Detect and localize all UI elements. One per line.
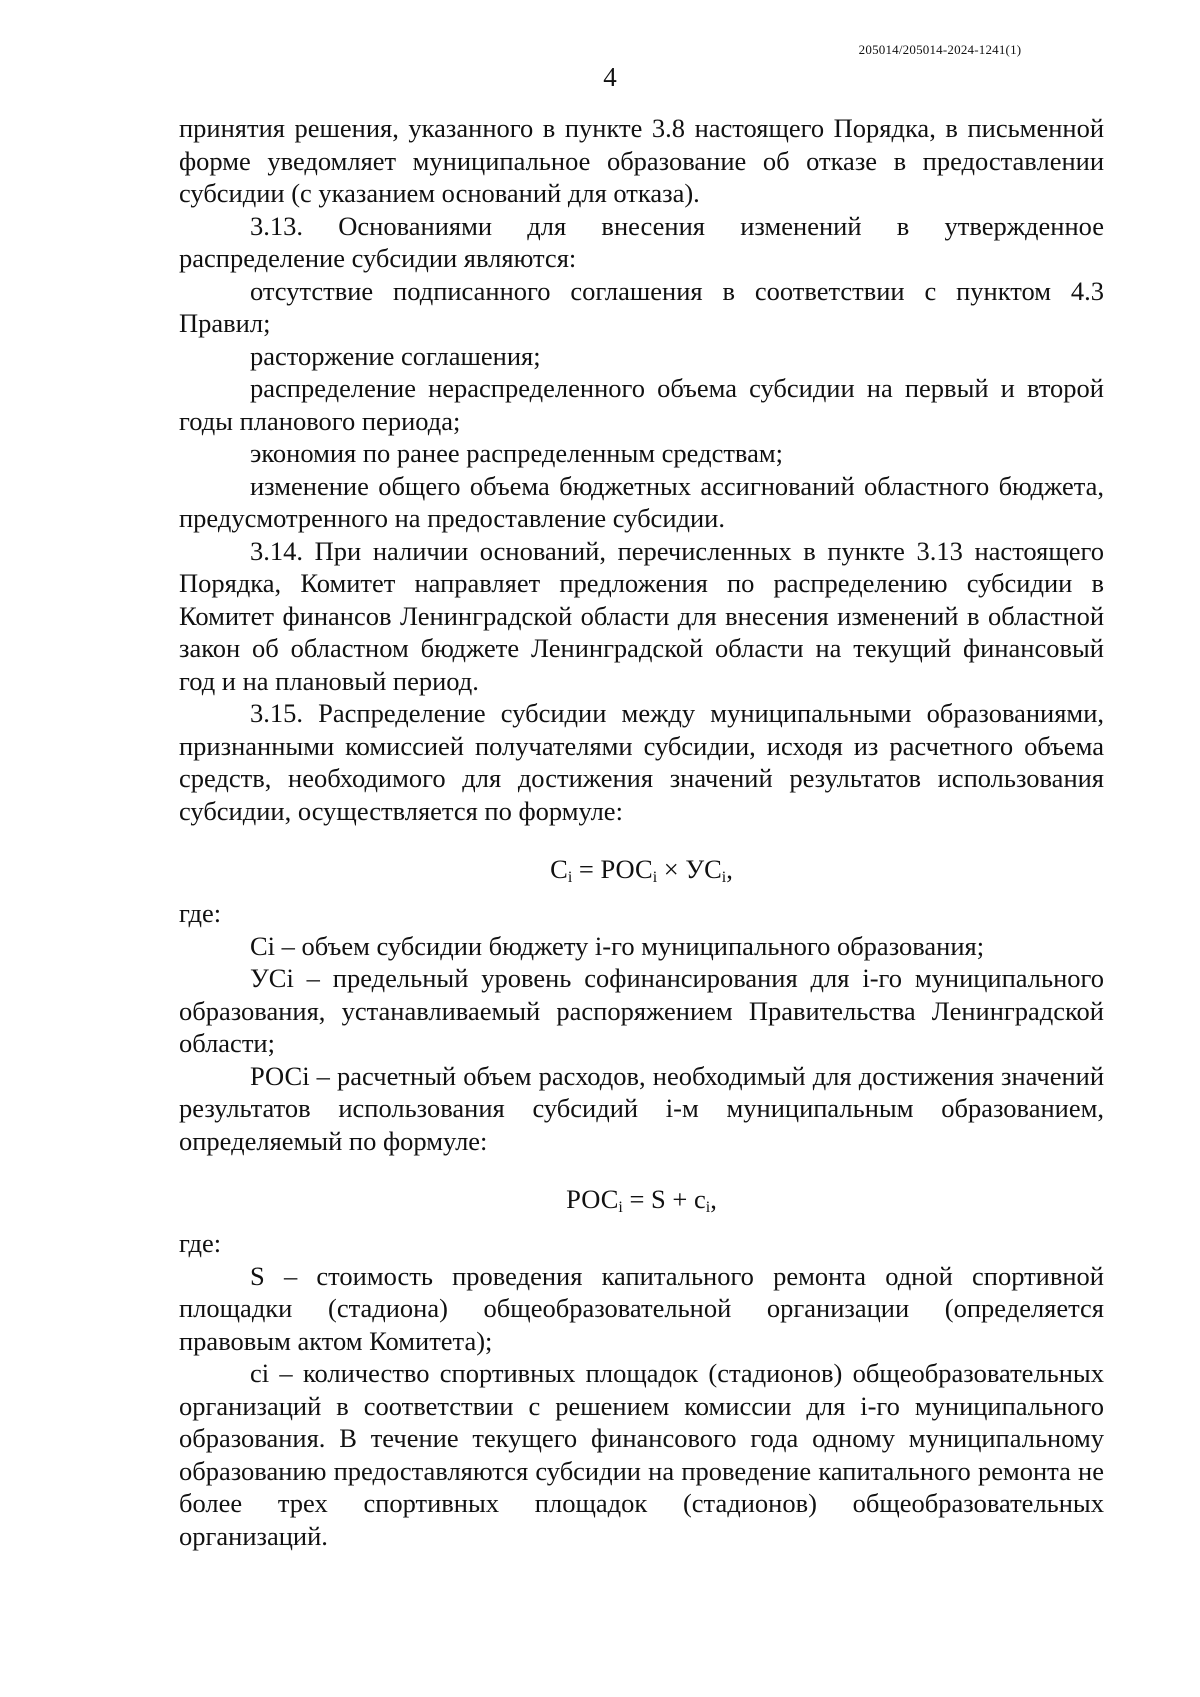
document-id: 205014/205014-2024-1241(1) [858,42,1022,57]
list-item-basis-3: распределение нераспределенного объема субсидии на первый и второй годы планового периода; [179,373,1104,436]
paragraph-3-13: 3.13. Основаниями для внесения изменений в утвержденное распределение субсидии являются: [179,210,1104,273]
formula-2-lhs: РОС [566,1184,619,1214]
where-label-1: где: [179,898,222,928]
paragraph-3-14: 3.14. При наличии оснований, перечисленных в пункте 3.13 настоящего Порядка, Комитет направляет предложения по распределению субсидии в Комитет финансов Ленинградской области для внесения изменений в областной закон об областном бюджете Ленинградской области на текущий финансовый год и на плановый период. [179,535,1104,696]
definition-s: S – стоимость проведения капитального ремонта одной спортивной площадки (стадиона) общеобразовательной организации (определяется правовым актом Комитета); [179,1260,1104,1356]
page-number: 4 [603,62,617,92]
formula-2-op: + [665,1184,694,1214]
definition-ci-count: ci – количество спортивных площадок (стадионов) общеобразовательных организаций в соответствии с решением комиссии для i-го муниципального образования. В течение текущего финансового года одному муниципальному образованию предоставляются субсидии на проведение капитального ремонта не более трех спортивных площадок (стадионов) общеобразовательных организаций. [179,1358,1104,1551]
formula-1-op: × [657,854,686,884]
formula-2-lhs-sub: i [618,1199,623,1216]
formula-1-term-a: РОС [600,854,653,884]
list-item-basis-4: экономия по ранее распределенным средствам; [250,438,783,468]
list-item-basis-2: расторжение соглашения; [250,340,541,371]
formula-2-term-b-sub: i [705,1199,711,1216]
formula-expenses [179,1171,1104,1227]
formula-1-lhs-sub: i [567,869,573,886]
list-item-basis-5: изменение общего объема бюджетных ассигнований областного бюджета, предусмотренного на предоставление субсидии. [179,470,1104,533]
definition-rosi: РОСi – расчетный объем расходов, необходимый для достижения значений результатов использования субсидий i-м муниципальным образованием, определяемый по формуле: [179,1060,1104,1156]
formula-1-eq: = [572,854,601,884]
formula-1-lhs: C [550,854,568,884]
formula-2-term-a: S [651,1184,666,1214]
formula-1-term-b: УС [685,854,722,884]
formula-1-term-b-sub: i [721,869,727,886]
definition-usi: УСi – предельный уровень софинансирования для i-го муниципального образования, устанавливаемый распоряжением Правительства Ленинградской области; [179,963,1104,1058]
formula-2-tail: , [710,1184,717,1214]
list-item-basis-1: отсутствие подписанного соглашения в соответствии с пунктом 4.3 Правил; [179,275,1104,338]
formula-2-eq: = [622,1184,652,1214]
document-body [179,112,1104,1552]
formula-1-tail: , [726,854,733,884]
formula-1-term-a-sub: i [652,869,658,886]
paragraph-continuation: принятия решения, указанного в пункте 3.8 настоящего Порядка, в письменной форме уведомляет муниципальное образование об отказе в предоставлении субсидии (с указанием оснований для отказа). [179,113,1104,208]
formula-2-term-b: c [693,1184,706,1214]
paragraph-3-15: 3.15. Распределение субсидии между муниципальными образованиями, признанными комиссией получателями субсидии, исходя из расчетного объема средств, необходимого для достижения значений результатов использования субсидии, осуществляется по формуле: [179,698,1104,826]
formula-subsidy [179,841,1104,897]
where-label-2: где: [179,1228,222,1258]
definition-ci: Ci – объем субсидии бюджету i-го муниципального образования; [250,930,985,961]
